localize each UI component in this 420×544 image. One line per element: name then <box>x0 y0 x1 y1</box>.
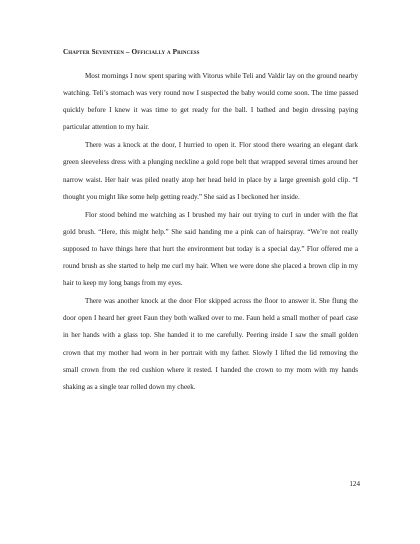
body-text <box>63 48 358 397</box>
chapter-heading: Chapter Seventeen – Officially a Princess <box>63 48 200 56</box>
page-number: 124 <box>349 480 360 488</box>
paragraph-3: Flor stood behind me watching as I brushed my hair out trying to curl in under with the flat gold brush. “Here, this might help.” She said handing me a pink can of hairspray. “We’re not really supposed to have things here that hurt the environment but today is a special day.” Flor offered me a round brush as she started to help me curl my hair. When we were done she placed a brown clip in my hair to keep my long bangs from my eyes. <box>63 210 358 288</box>
paragraph-1: Most mornings I now spent sparing with Vitorus while Teli and Valdir lay on the ground nearby watching. Teli’s stomach was very round now I suspected the baby would come soon. The time passed quickly before I knew it was time to get ready for the ball. I bathed and begin dressing paying particular attention to my hair. <box>63 72 358 132</box>
paragraph-2: There was a knock at the door, I hurried to open it. Flor stood there wearing an elegant dark green sleeveless dress with a plunging neckline a gold rope belt that wrapped several times around her narrow waist. Her hair was piled neatly atop her head held in place by a large greenish gold clip. “I thought you might like some help getting ready.” She said as I beckoned her inside. <box>63 141 358 201</box>
paragraph-4: There was another knock at the door Flor skipped across the floor to answer it. She flung the door open I heard her greet Faun they both walked over to me. Faun held a small mother of pearl case in her hands with a glass top. She handed it to me carefully. Peering inside I saw the small golden crown that my mother had worn in her portrait with my father. Slowly I lifted the lid removing the small crown from the red cushion where it rested. I handed the crown to my mom with my hands shaking as a single tear rolled down my cheek. <box>63 297 358 391</box>
